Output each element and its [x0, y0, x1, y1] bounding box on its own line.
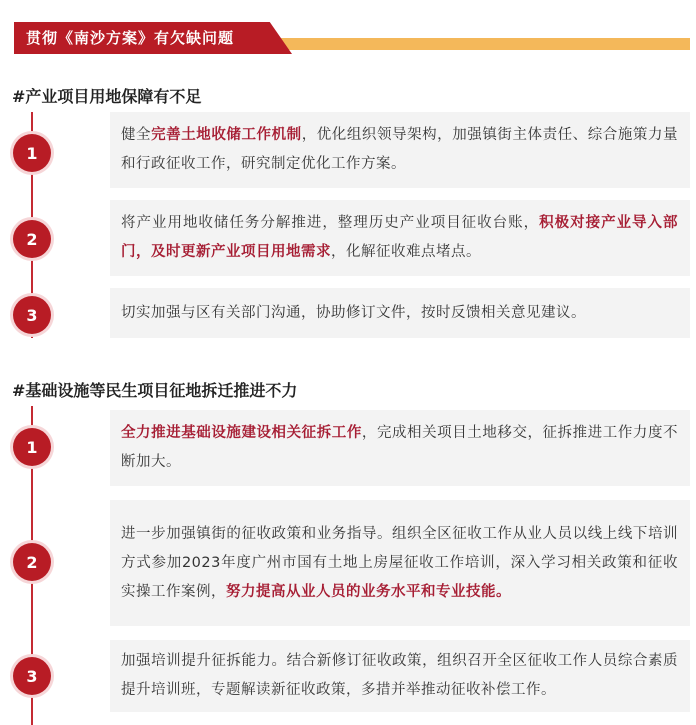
item-text: 加强培训提升征拆能力。结合新修订征收政策，组织召开全区征收工作人员综合素质提升培训班，专题解读新征收政策，多措并举推动征收补偿工作。 [121, 653, 678, 698]
highlight-text: 完善土地收储工作机制 [151, 127, 302, 143]
number-badge: 3 [13, 296, 51, 334]
item-text: 切实加强与区有关部门沟通，协助修订文件，按时反馈相关意见建议。 [121, 304, 586, 321]
highlight-text: 努力提高从业人员的业务水平和专业技能。 [226, 583, 511, 600]
list-item [110, 112, 690, 188]
list-item [110, 288, 690, 338]
number-badge: 2 [13, 220, 51, 258]
list-item [110, 640, 690, 712]
number-badge: 1 [13, 428, 51, 466]
item-text: 全力推进基础设施建设相关征拆工作，完成相关项目土地移交，征拆推进工作力度不断加大。 [121, 425, 679, 470]
section-banner [0, 0, 696, 66]
list-item [110, 200, 690, 276]
number-badge: 2 [13, 543, 51, 581]
banner-yellow-bar [276, 38, 690, 50]
list-item [110, 500, 690, 626]
item-text: 健全完善土地收储工作机制，优化组织领导架构，加强镇街主体责任、综合施策力量和行政征收工作，研究制定优化工作方案。 [121, 127, 679, 172]
section-title-infrastructure: #基础设施等民生项目征地拆迁推进不力 [12, 381, 298, 400]
item-text: 将产业用地收储任务分解推进，整理历史产业项目征收台账，积极对接产业导入部门，及时更新产业项目用地需求，化解征收难点堵点。 [121, 215, 679, 260]
section-title-land: #产业项目用地保障有不足 [12, 87, 202, 106]
list-item [110, 410, 690, 486]
item-text: 进一步加强镇街的征收政策和业务指导。组织全区征收工作从业人员以线上线下培训方式参加2023年度广州市国有土地上房屋征收工作培训，深入学习相关政策和征收实操工作案例，努力提高从业人员的业务水平和专业技能。 [121, 525, 678, 600]
banner-title: 贯彻《南沙方案》有欠缺问题 [26, 29, 235, 47]
highlight-text: 积极对接产业导入部门，及时更新产业项目用地需求 [121, 215, 679, 260]
highlight-text: 全力推进基础设施建设相关征拆工作 [121, 425, 362, 441]
number-badge: 1 [13, 134, 51, 172]
number-badge: 3 [13, 657, 51, 695]
